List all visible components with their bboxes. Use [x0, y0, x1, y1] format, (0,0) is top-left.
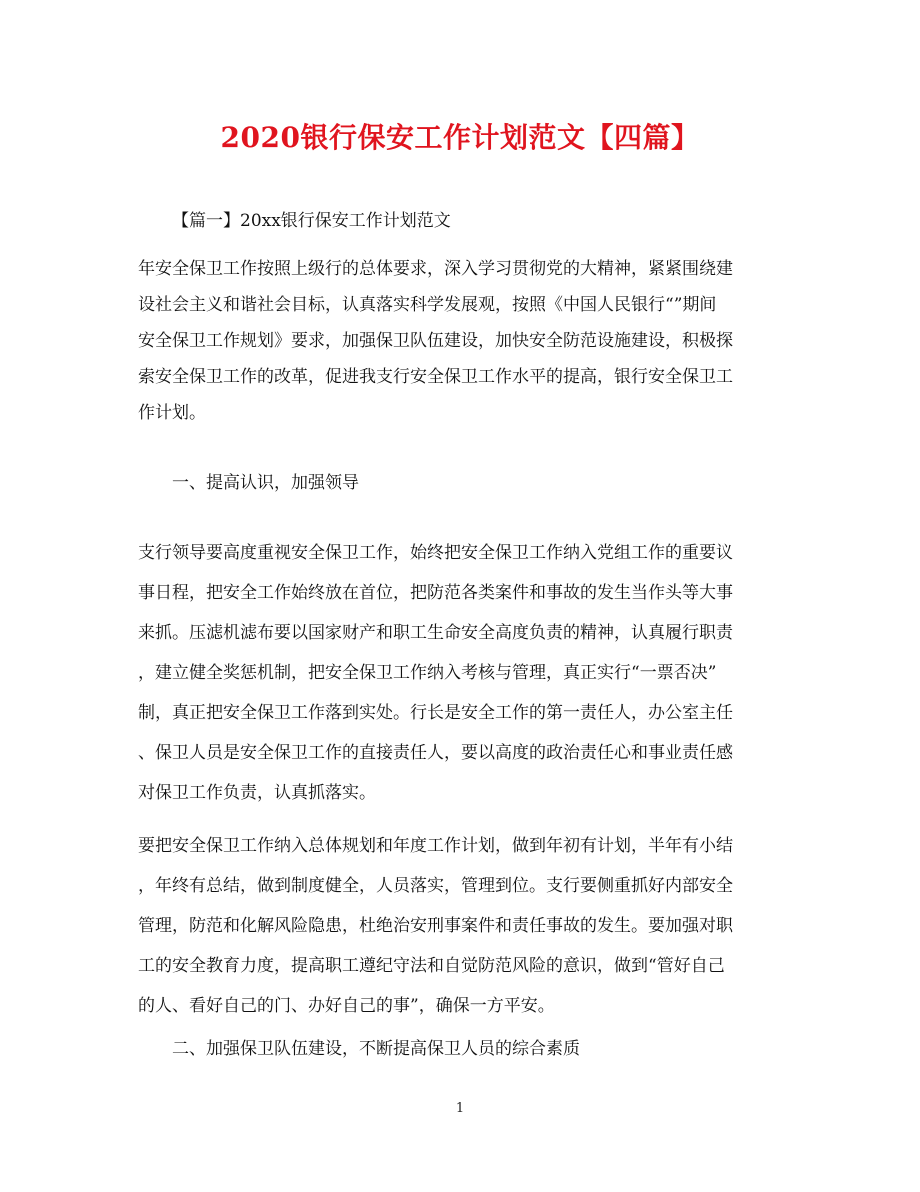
paragraph-3: [138, 826, 784, 1026]
paragraph-line: 要把安全保卫工作纳入总体规划和年度工作计划，做到年初有计划，半年有小结: [138, 836, 733, 856]
paragraph-line: 制，真正把安全保卫工作落到实处。行长是安全工作的第一责任人，办公室主任: [138, 703, 733, 723]
paragraph-line: 来抓。压滤机滤布要以国家财产和职工生命安全高度负责的精神，认真履行职责: [138, 623, 733, 643]
paragraph-line: 支行领导要高度重视安全保卫工作，始终把安全保卫工作纳入党组工作的重要议: [138, 543, 733, 563]
paragraph-line: 索安全保卫工作的改革，促进我支行安全保卫工作水平的提高，银行安全保卫工: [138, 367, 733, 387]
section-heading: 【篇一】20xx银行保安工作计划范文: [172, 211, 451, 231]
paragraph-line: 作计划。: [138, 403, 206, 423]
document-title: 2020银行保安工作计划范文【四篇】: [220, 121, 700, 154]
page-number: 1: [455, 1101, 465, 1116]
paragraph-line: 年安全保卫工作按照上级行的总体要求，深入学习贯彻党的大精神，紧紧围绕建: [138, 259, 733, 279]
subheading-2: 二、加强保卫队伍建设，不断提高保卫人员的综合素质: [172, 1039, 580, 1059]
paragraph-line: ，建立健全奖惩机制，把安全保卫工作纳入考核与管理，真正实行“一票否决”: [138, 663, 717, 683]
paragraph-line: 安全保卫工作规划》要求，加强保卫队伍建设，加快安全防范设施建设，积极探: [138, 331, 733, 351]
paragraph-line: 、保卫人员是安全保卫工作的直接责任人，要以高度的政治责任心和事业责任感: [138, 743, 733, 763]
paragraph-line: 对保卫工作负责，认真抓落实。: [138, 783, 376, 803]
paragraph-line: 的人、看好自己的门、办好自己的事”，确保一方平安。: [138, 996, 555, 1016]
paragraph-line: 工的安全教育力度，提高职工遵纪守法和自觉防范风险的意识，做到“管好自己: [138, 956, 725, 976]
paragraph-line: ，年终有总结，做到制度健全，人员落实，管理到位。支行要侧重抓好内部安全: [138, 876, 733, 896]
paragraph-line: 管理，防范和化解风险隐患，杜绝治安刑事案件和责任事故的发生。要加强对职: [138, 916, 733, 936]
paragraph-1: [138, 251, 784, 431]
subheading-1: 一、提高认识，加强领导: [172, 473, 359, 493]
paragraph-2: [138, 533, 784, 813]
paragraph-line: 事日程，把安全工作始终放在首位，把防范各类案件和事故的发生当作头等大事: [138, 583, 733, 603]
paragraph-line: 设社会主义和谐社会目标，认真落实科学发展观，按照《中国人民银行“”期间: [138, 295, 717, 315]
